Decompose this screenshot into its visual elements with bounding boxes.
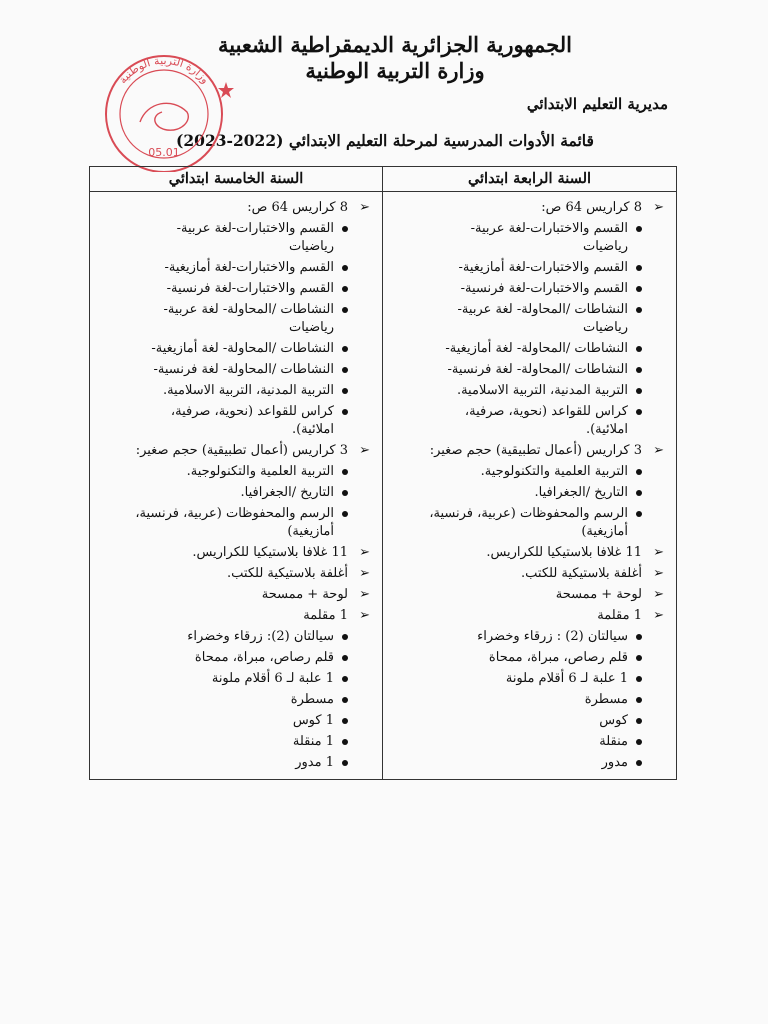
item-text: القسم والاختبارات-لغة أمازيغية- xyxy=(164,260,334,275)
bullet-dot-icon xyxy=(636,634,642,640)
item-text: التربية المدنية، التربية الاسلامية. xyxy=(456,383,628,398)
list-item xyxy=(395,301,642,337)
item-text: كراس للقواعد (نحوية، صرفية، املائية). xyxy=(170,404,334,437)
list-item xyxy=(395,712,642,730)
section-title: أغلفة بلاستيكية للكتب. xyxy=(227,566,348,581)
item-text: القسم والاختبارات-لغة فرنسية- xyxy=(460,281,628,296)
bullet-dot-icon xyxy=(636,697,642,703)
list-item xyxy=(102,628,348,646)
bullet-dot-icon xyxy=(342,634,348,640)
list-item xyxy=(395,754,642,772)
arrow-bullet-icon: ➢ xyxy=(359,566,370,581)
bullet-dot-icon xyxy=(636,490,642,496)
item-text: 1 علبة لـ 6 أقلام ملونة xyxy=(211,671,334,686)
item-text: التربية العلمية والتكنولوجية. xyxy=(186,464,334,479)
bullet-dot-icon xyxy=(636,307,642,313)
list-item xyxy=(102,712,348,730)
item-text: 1 كوس xyxy=(292,713,334,728)
item-text: الرسم والمحفوظات (عربية، فرنسية، أمازيغية) xyxy=(429,506,628,539)
section-header xyxy=(395,544,664,562)
list-item xyxy=(395,463,642,481)
arrow-bullet-icon: ➢ xyxy=(359,608,370,623)
bullet-dot-icon xyxy=(636,286,642,292)
list-item xyxy=(102,220,348,256)
section-title: لوحة + ممسحة xyxy=(555,587,642,602)
item-text: 1 مدور xyxy=(295,755,334,770)
item-list xyxy=(102,220,370,439)
ministry-title: وزارة التربية الوطنية xyxy=(305,58,485,83)
arrow-bullet-icon: ➢ xyxy=(359,200,370,215)
list-item xyxy=(102,733,348,751)
bullet-dot-icon xyxy=(636,739,642,745)
arrow-bullet-icon: ➢ xyxy=(653,443,664,458)
list-item xyxy=(102,649,348,667)
item-list xyxy=(102,628,370,772)
column-grade-5 xyxy=(90,167,383,779)
stamp-emblem xyxy=(140,103,188,130)
bullet-dot-icon xyxy=(342,286,348,292)
item-text: القسم والاختبارات-لغة عربية- رياضيات xyxy=(176,221,334,254)
item-text: النشاطات /المحاولة- لغة فرنسية- xyxy=(447,362,628,377)
bullet-dot-icon xyxy=(636,409,642,415)
arrow-bullet-icon: ➢ xyxy=(359,545,370,560)
section-title: 8 كراريس 64 ص: xyxy=(541,200,642,215)
item-text: الرسم والمحفوظات (عربية، فرنسية، أمازيغية) xyxy=(135,506,334,539)
bullet-dot-icon xyxy=(342,409,348,415)
bullet-dot-icon xyxy=(342,697,348,703)
item-text: قلم رصاص، مبراة، ممحاة xyxy=(194,650,334,665)
bullet-dot-icon xyxy=(636,388,642,394)
section-header xyxy=(395,442,664,460)
arrow-bullet-icon: ➢ xyxy=(653,608,664,623)
item-text: التربية المدنية، التربية الاسلامية. xyxy=(162,383,334,398)
list-item xyxy=(102,691,348,709)
list-item xyxy=(395,505,642,541)
document-title: قائمة الأدوات المدرسية لمرحلة التعليم الابتدائي (2022-2023) xyxy=(176,131,594,150)
item-text: القسم والاختبارات-لغة عربية- رياضيات xyxy=(470,221,628,254)
section-header xyxy=(395,586,664,604)
bullet-dot-icon xyxy=(636,226,642,232)
bullet-dot-icon xyxy=(342,346,348,352)
item-text: التاريخ /الجغرافيا. xyxy=(534,485,628,500)
list-item xyxy=(395,220,642,256)
list-item xyxy=(102,403,348,439)
bullet-dot-icon xyxy=(636,469,642,475)
list-item xyxy=(395,382,642,400)
arrow-bullet-icon: ➢ xyxy=(653,587,664,602)
directorate-label: مديرية التعليم الابتدائي xyxy=(526,95,668,113)
bullet-dot-icon xyxy=(342,367,348,373)
list-item xyxy=(395,628,642,646)
bullet-dot-icon xyxy=(342,511,348,517)
list-item xyxy=(395,691,642,709)
section-header xyxy=(395,607,664,625)
item-text: القسم والاختبارات-لغة أمازيغية- xyxy=(458,260,628,275)
republic-title: الجمهورية الجزائرية الديمقراطية الشعبية xyxy=(217,32,572,57)
item-text: كوس xyxy=(599,713,628,728)
list-item xyxy=(102,382,348,400)
section-title: 1 مقلمة xyxy=(303,608,348,623)
arrow-bullet-icon: ➢ xyxy=(359,443,370,458)
bullet-dot-icon xyxy=(342,655,348,661)
item-text: مسطرة xyxy=(584,692,628,707)
bullet-dot-icon xyxy=(636,718,642,724)
section-header xyxy=(395,199,664,217)
section-title: 3 كراريس (أعمال تطبيقية) حجم صغير: xyxy=(429,443,642,458)
bullet-dot-icon xyxy=(342,739,348,745)
bullet-dot-icon xyxy=(342,265,348,271)
official-stamp xyxy=(92,52,242,172)
bullet-dot-icon xyxy=(636,655,642,661)
section-title: 11 غلافا بلاستيكيا للكراريس. xyxy=(192,545,348,560)
item-text: التاريخ /الجغرافيا. xyxy=(240,485,334,500)
item-text: مسطرة xyxy=(290,692,334,707)
section-title: 3 كراريس (أعمال تطبيقية) حجم صغير: xyxy=(135,443,348,458)
stamp-inner-ring xyxy=(120,70,208,158)
bullet-dot-icon xyxy=(342,676,348,682)
section-header xyxy=(102,565,370,583)
section-header xyxy=(102,544,370,562)
list-item xyxy=(395,484,642,502)
list-item xyxy=(395,733,642,751)
stamp-arc-text: وزارة التربية الوطنية xyxy=(116,53,213,87)
list-item xyxy=(395,259,642,277)
bullet-dot-icon xyxy=(636,511,642,517)
bullet-dot-icon xyxy=(636,346,642,352)
bullet-dot-icon xyxy=(342,760,348,766)
bullet-dot-icon xyxy=(342,469,348,475)
list-item xyxy=(102,505,348,541)
bullet-dot-icon xyxy=(636,676,642,682)
list-item xyxy=(102,301,348,337)
list-item xyxy=(102,361,348,379)
item-text: النشاطات /المحاولة- لغة أمازيغية- xyxy=(151,341,334,356)
item-text: كراس للقواعد (نحوية، صرفية، املائية). xyxy=(464,404,628,437)
arrow-bullet-icon: ➢ xyxy=(359,587,370,602)
list-item xyxy=(102,280,348,298)
item-text: قلم رصاص، مبراة، ممحاة xyxy=(488,650,628,665)
supplies-table xyxy=(89,166,677,780)
list-item xyxy=(395,670,642,688)
item-list xyxy=(102,463,370,541)
item-text: منقلة xyxy=(599,734,628,749)
item-list xyxy=(395,220,664,439)
bullet-dot-icon xyxy=(342,226,348,232)
section-title: 1 مقلمة xyxy=(597,608,642,623)
list-item xyxy=(395,280,642,298)
section-header xyxy=(102,586,370,604)
list-item xyxy=(102,463,348,481)
list-item xyxy=(395,649,642,667)
list-item xyxy=(102,259,348,277)
list-item xyxy=(395,361,642,379)
item-text: التربية العلمية والتكنولوجية. xyxy=(480,464,628,479)
section-header xyxy=(102,607,370,625)
bullet-dot-icon xyxy=(342,388,348,394)
section-title: أغلفة بلاستيكية للكتب. xyxy=(521,566,642,581)
list-item xyxy=(102,754,348,772)
arrow-bullet-icon: ➢ xyxy=(653,545,664,560)
section-title: 11 غلافا بلاستيكيا للكراريس. xyxy=(486,545,642,560)
section-header xyxy=(102,199,370,217)
list-item xyxy=(395,403,642,439)
column-heading: السنة الخامسة ابتدائي xyxy=(90,167,382,192)
item-text: النشاطات /المحاولة- لغة عربية- رياضيات xyxy=(457,302,628,335)
item-text: القسم والاختبارات-لغة فرنسية- xyxy=(166,281,334,296)
list-item xyxy=(102,484,348,502)
item-text: سيالتان (2) : زرقاء وخضراء xyxy=(477,629,628,644)
item-text: 1 علبة لـ 6 أقلام ملونة xyxy=(505,671,628,686)
section-header xyxy=(102,442,370,460)
section-title: 8 كراريس 64 ص: xyxy=(247,200,348,215)
list-item xyxy=(395,340,642,358)
stamp-date: 05.01 xyxy=(148,146,180,159)
bullet-dot-icon xyxy=(636,265,642,271)
bullet-dot-icon xyxy=(636,367,642,373)
stamp-star-icon xyxy=(218,82,234,98)
bullet-dot-icon xyxy=(342,718,348,724)
item-text: سيالتان (2): زرقاء وخضراء xyxy=(187,629,334,644)
column-body xyxy=(383,192,676,775)
item-list xyxy=(395,628,664,772)
item-text: النشاطات /المحاولة- لغة فرنسية- xyxy=(153,362,334,377)
bullet-dot-icon xyxy=(342,490,348,496)
bullet-dot-icon xyxy=(342,307,348,313)
column-body xyxy=(90,192,382,775)
list-item xyxy=(102,340,348,358)
item-text: 1 منقلة xyxy=(292,734,334,749)
item-text: مدور xyxy=(601,755,628,770)
column-heading: السنة الرابعة ابتدائي xyxy=(383,167,676,192)
list-item xyxy=(102,670,348,688)
item-text: النشاطات /المحاولة- لغة عربية- رياضيات xyxy=(163,302,334,335)
item-text: النشاطات /المحاولة- لغة أمازيغية- xyxy=(445,341,628,356)
column-grade-4 xyxy=(383,167,676,779)
arrow-bullet-icon: ➢ xyxy=(653,200,664,215)
bullet-dot-icon xyxy=(636,760,642,766)
arrow-bullet-icon: ➢ xyxy=(653,566,664,581)
item-list xyxy=(395,463,664,541)
section-header xyxy=(395,565,664,583)
section-title: لوحة + ممسحة xyxy=(261,587,348,602)
